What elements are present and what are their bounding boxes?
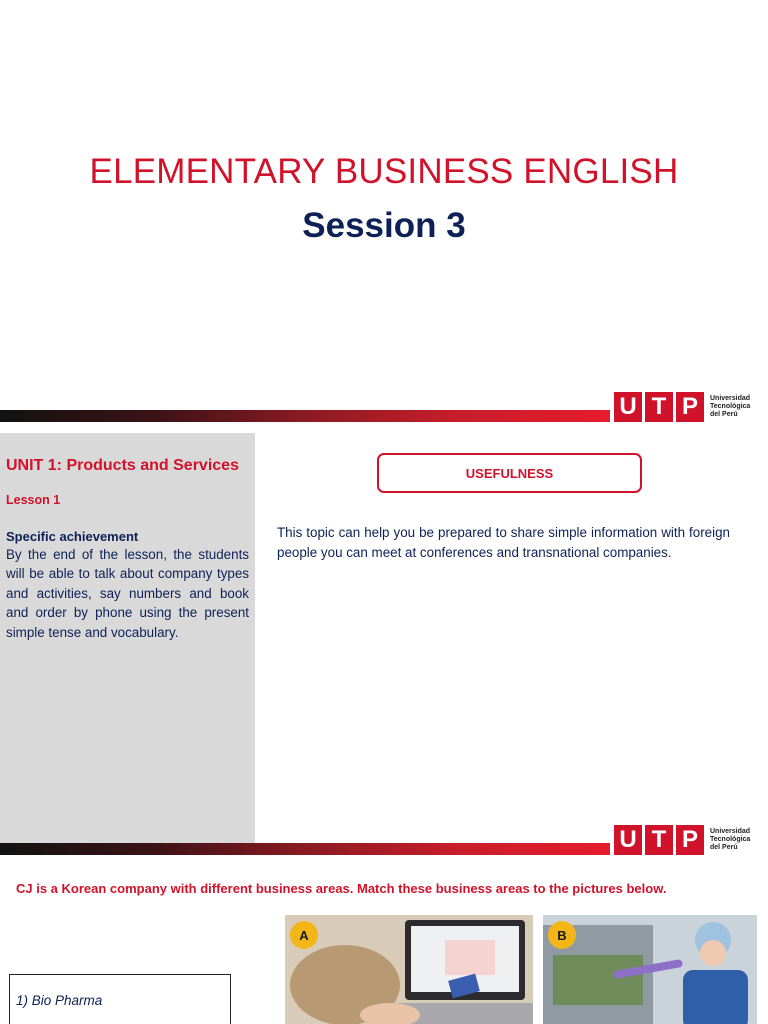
logo-letter-u: U: [614, 825, 642, 855]
usefulness-label: USEFULNESS: [465, 465, 554, 481]
logo-university-name: Universidad Tecnológica del Perú: [710, 828, 751, 851]
instruction-text: CJ is a Korean company with different business areas. Match these business areas to the pictures below.: [16, 881, 667, 896]
achievement-text: By the end of the lesson, the students will be able to talk about company types and activities, say numbers and book and order by phone using the present simple tense and vocabulary.: [6, 547, 249, 640]
achievement-heading: Specific achievement: [6, 529, 139, 544]
logo-letter-t: T: [645, 392, 673, 422]
picture-lab-worker: [543, 915, 757, 1024]
business-area-label: 1) Bio Pharma: [16, 993, 103, 1008]
business-area-item: [9, 974, 231, 1024]
lesson-panel: [0, 433, 255, 843]
picture-tag-a: A: [290, 921, 318, 949]
matching-slide: [0, 855, 768, 1024]
logo-university-name: Universidad Tecnológica del Perú: [710, 395, 751, 418]
logo-letter-t: T: [645, 825, 673, 855]
course-title: ELEMENTARY BUSINESS ENGLISH: [89, 152, 679, 191]
logo-letter-p: P: [676, 392, 704, 422]
title-slide: [0, 0, 768, 408]
separator-bar: [0, 410, 610, 422]
picture-online-shopping: [285, 915, 533, 1024]
logo-letter-p: P: [676, 825, 704, 855]
separator-bar: [0, 843, 610, 855]
utp-logo: [614, 391, 759, 423]
laptop-shopping-illustration: [285, 915, 533, 1024]
logo-letter-u: U: [614, 392, 642, 422]
usefulness-text: This topic can help you be prepared to share simple information with foreign people you can meet at conferences and transnational companies.: [277, 525, 730, 560]
session-title: Session 3: [302, 206, 466, 245]
utp-logo: [614, 824, 759, 856]
unit-title: UNIT 1: Products and Services: [6, 457, 239, 474]
usefulness-label-box: [377, 453, 642, 493]
lesson-label: Lesson 1: [6, 493, 61, 507]
picture-tag-b: B: [548, 921, 576, 949]
objectives-slide: [0, 433, 768, 843]
